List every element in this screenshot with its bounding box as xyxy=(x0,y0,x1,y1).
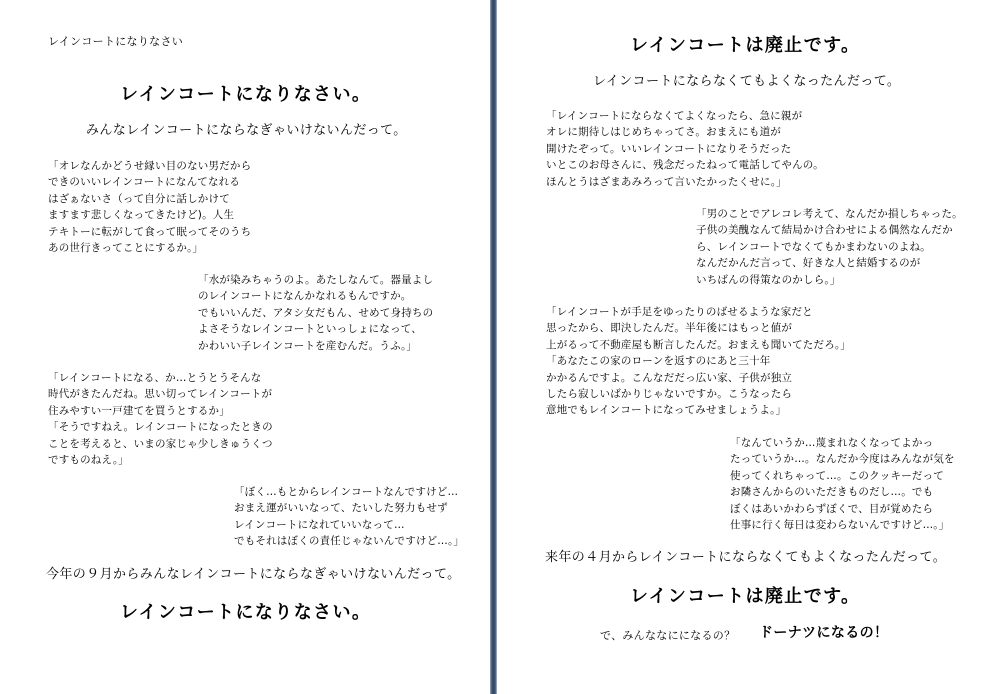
right-quote-4 xyxy=(730,435,955,533)
quote-line: できのいいレインコートになんてなれる xyxy=(48,176,241,189)
quote-line: 「レインコートになる、か…とうとうそんな xyxy=(48,372,262,384)
quote-line: 仕事に行く毎日は変わらないんですけど…。」 xyxy=(730,518,950,531)
right-quote-1 xyxy=(546,108,824,190)
quote-line: したら寂しいばかりじゃないですか。こうなったら xyxy=(546,387,793,400)
quote-line: 「レインコートにならなくてよくなったら、急に親が xyxy=(546,110,803,122)
quote-line: レインコートになれていいなって… xyxy=(234,518,405,531)
quote-line: いちばんの得策なのかしら。」 xyxy=(696,273,841,286)
left-quote-2 xyxy=(198,272,433,354)
quote-line: 時代がきたんだね。思い切ってレインコートが xyxy=(48,388,273,401)
quote-line: オレに期待しはじめちゃってさ。おまえにも道が xyxy=(546,126,781,139)
left-closing-title: レインコートになりなさい。 xyxy=(120,602,372,623)
right-document-pane[interactable] xyxy=(497,0,986,694)
quote-line: 使ってくれちゃって…。このクッキーだって xyxy=(730,469,944,482)
quote-line: よさそうなレインコートといっしょになって、 xyxy=(198,323,422,336)
quote-line: お隣さんからのいただきものだし…。でも xyxy=(730,486,934,499)
quote-line: ことを考えると、いまの家じゃ少しきゅうくつ xyxy=(48,437,273,450)
quote-line: かわいい子レインコートを産むんだ。うふ。」 xyxy=(198,339,418,352)
quote-line: でもいいんだ、アタシ女だもん、せめて身持ちの xyxy=(198,306,434,319)
quote-line: 「水が染みちゃうのよ。あたしなんて。器量よし xyxy=(198,274,434,286)
quote-line: 「あなたこの家のローンを返すのにあと三十年 xyxy=(546,355,771,368)
final-answer: ドーナツになるの！ xyxy=(759,625,889,641)
quote-line: 上がるって不動産屋も断言したんだ。おまえも聞いてただろ。」 xyxy=(546,338,852,351)
quote-line: 「ぼく…もとからレインコートなんですけど… xyxy=(234,486,459,498)
quote-line: 「オレなんかどうせ縁い目のない男だから xyxy=(48,160,252,172)
right-subtitle: レインコートにならなくてもよくなったんだって。 xyxy=(593,74,901,89)
left-quote-1 xyxy=(48,158,251,256)
quote-line: 意地でもレインコートになってみせましょうよ。」 xyxy=(546,404,787,417)
left-closing-line: 今年の９月からみんなレインコートにならなぎゃいけないんだって。 xyxy=(46,567,461,582)
document-header: レインコートになりなさい xyxy=(48,35,184,48)
quote-line: 子供の美醜なんて結局かけ合わせによる偶然なんだか xyxy=(696,224,953,237)
quote-line: たっていうか…。なんだか今度はみんなが気を xyxy=(730,453,955,466)
quote-line: ぼくはあいかわらずぼくで、目が覚めたら xyxy=(730,502,934,515)
quote-line: でもそれはぼくの責任じゃないんですけど…。」 xyxy=(234,535,465,548)
quote-line: 「男のことでアレコレ考えて、なんだか損しちゃった。 xyxy=(696,208,963,220)
right-quote-2 xyxy=(696,206,963,288)
quote-line: テキトーに転がして食って眠ってそのうち xyxy=(48,225,252,238)
quote-line: おまえ運がいいなって、たいした努力もせず xyxy=(234,502,448,515)
quote-line: 住みやすい一戸建てを買うとするか」 xyxy=(48,404,230,417)
quote-line: のレインコートになんかなれるもんですか。 xyxy=(198,290,412,303)
quote-line: かかるんですよ。こんなだだっ広い家、子供が独立 xyxy=(546,371,793,384)
left-subtitle: みんなレインコートにならなぎゃいけないんだって。 xyxy=(86,123,407,138)
quote-line: ますます悲しくなってきたけど)。人生 xyxy=(48,209,235,222)
left-quote-3 xyxy=(48,370,273,468)
pane-splitter[interactable] xyxy=(490,0,497,694)
final-question: で、みんななにになるの？ xyxy=(600,629,736,642)
quote-line: 「レインコートが手足をゆったりのばせるような家だと xyxy=(546,306,813,318)
right-title: レインコートは廃止です。 xyxy=(630,35,861,56)
quote-line: なんだかんだ言って、好きな人と結婚するのが xyxy=(696,257,921,270)
quote-line: ら、レインコートでなくてもかまわないのよね。 xyxy=(696,240,931,253)
quote-line: 「なんていうか…蔑まれなくなってよかっ xyxy=(730,437,934,449)
left-document-pane[interactable] xyxy=(0,0,490,694)
quote-line: ほんとうはざまあみろって言いたかったくせに。」 xyxy=(546,175,787,188)
quote-line: 開けたぞって。いいレインコートになりそうだった xyxy=(546,142,792,155)
quote-line: あの世行きってことにするか。」 xyxy=(48,241,204,254)
right-closing-line: 来年の４月からレインコートにならなくてもよくなったんだって。 xyxy=(545,550,947,565)
quote-line: はざぁないさ（って自分に話しかけて xyxy=(48,192,230,205)
right-closing-title: レインコートは廃止です。 xyxy=(630,586,861,607)
left-quote-4 xyxy=(234,484,464,550)
left-title: レインコートになりなさい。 xyxy=(120,84,372,105)
right-quote-3 xyxy=(546,304,851,419)
quote-line: いとこのお母さんに、残念だったねって電話してやんの。 xyxy=(546,159,824,172)
quote-line: ですものねえ。」 xyxy=(48,453,129,466)
quote-line: 「そうですねえ。レインコートになったときの xyxy=(48,421,273,434)
quote-line: 思ったから、即決したんだ。半年後にはもっと値が xyxy=(546,322,793,335)
